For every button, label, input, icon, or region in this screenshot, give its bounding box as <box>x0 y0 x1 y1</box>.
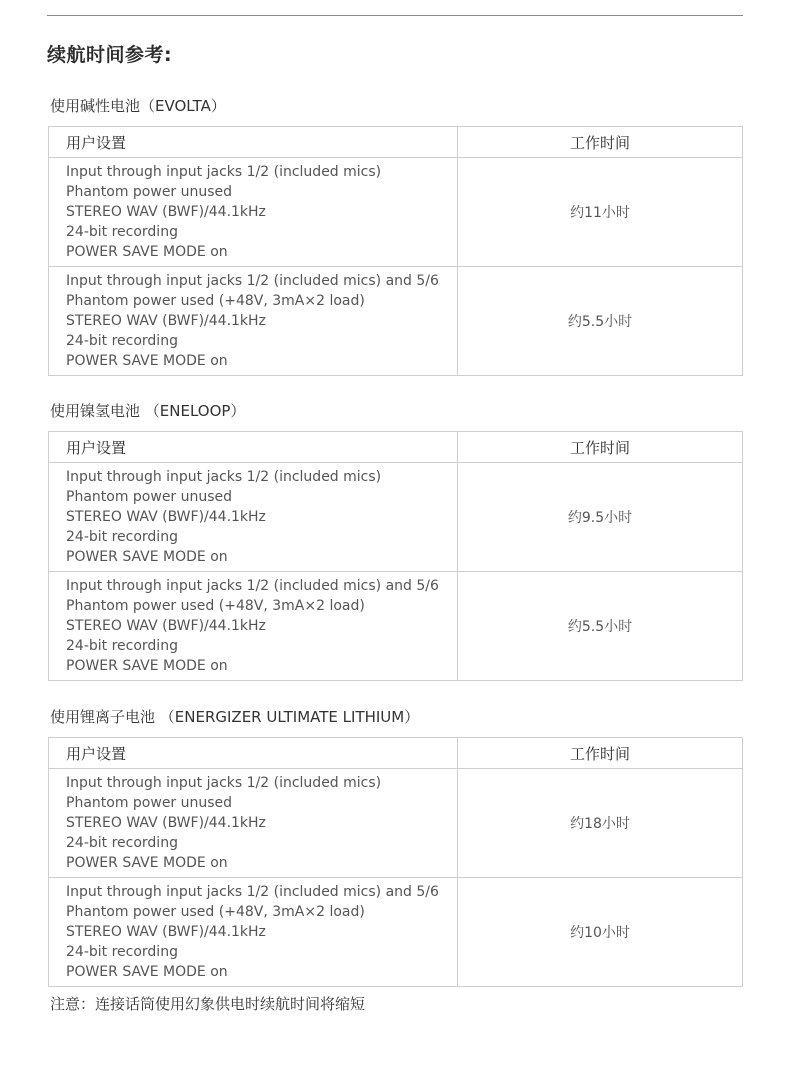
table-header-row <box>49 432 743 463</box>
setting-line: 24-bit recording <box>66 638 178 654</box>
battery-section-lithium <box>48 707 742 987</box>
setting-line: Phantom power used (+48V, 3mA×2 load) <box>66 293 365 309</box>
setting-line: 24-bit recording <box>66 224 178 240</box>
setting-line: Input through input jacks 1/2 (included mics) and 5/6 <box>66 273 439 289</box>
setting-line: POWER SAVE MODE on <box>66 658 228 674</box>
runtime-cell: 约5.5小时 <box>458 267 743 376</box>
setting-line: STEREO WAV (BWF)/44.1kHz <box>66 815 266 831</box>
setting-line: Input through input jacks 1/2 (included mics) and 5/6 <box>66 884 439 900</box>
setting-line: POWER SAVE MODE on <box>66 244 228 260</box>
column-header-setting: 用户设置 <box>49 127 458 158</box>
setting-cell <box>49 769 458 878</box>
setting-line: 24-bit recording <box>66 944 178 960</box>
page-title: 续航时间参考: <box>47 44 173 66</box>
table-row <box>49 572 743 681</box>
section-title: 使用碱性电池（EVOLTA） <box>50 97 226 115</box>
setting-cell <box>49 267 458 376</box>
setting-line: Input through input jacks 1/2 (included mics) and 5/6 <box>66 578 439 594</box>
setting-line: POWER SAVE MODE on <box>66 855 228 871</box>
table-row <box>49 158 743 267</box>
setting-line: STEREO WAV (BWF)/44.1kHz <box>66 924 266 940</box>
column-header-time: 工作时间 <box>458 432 743 463</box>
table-header-row <box>49 127 743 158</box>
table-row <box>49 463 743 572</box>
setting-cell <box>49 158 458 267</box>
setting-line: POWER SAVE MODE on <box>66 549 228 565</box>
setting-line: Phantom power unused <box>66 795 233 811</box>
top-divider <box>47 15 743 16</box>
runtime-table <box>48 431 743 681</box>
column-header-setting: 用户设置 <box>49 738 458 769</box>
setting-line: POWER SAVE MODE on <box>66 964 228 980</box>
setting-line: STEREO WAV (BWF)/44.1kHz <box>66 618 266 634</box>
setting-line: Phantom power used (+48V, 3mA×2 load) <box>66 598 365 614</box>
table-row <box>49 878 743 987</box>
setting-line: Phantom power used (+48V, 3mA×2 load) <box>66 904 365 920</box>
setting-line: Phantom power unused <box>66 184 233 200</box>
setting-line: STEREO WAV (BWF)/44.1kHz <box>66 509 266 525</box>
runtime-cell: 约11小时 <box>458 158 743 267</box>
table-row <box>49 267 743 376</box>
column-header-setting: 用户设置 <box>49 432 458 463</box>
runtime-cell: 约18小时 <box>458 769 743 878</box>
setting-cell <box>49 572 458 681</box>
setting-line: Input through input jacks 1/2 (included mics) <box>66 775 382 791</box>
setting-line: 24-bit recording <box>66 333 178 349</box>
runtime-cell: 约10小时 <box>458 878 743 987</box>
battery-section-nimh <box>48 401 742 681</box>
section-title: 使用锂离子电池 （ENERGIZER ULTIMATE LITHIUM） <box>50 708 420 726</box>
table-header-row <box>49 738 743 769</box>
setting-cell <box>49 463 458 572</box>
setting-line: STEREO WAV (BWF)/44.1kHz <box>66 204 266 220</box>
setting-line: Input through input jacks 1/2 (included mics) <box>66 469 382 485</box>
setting-line: Phantom power unused <box>66 489 233 505</box>
runtime-cell: 约5.5小时 <box>458 572 743 681</box>
table-row <box>49 769 743 878</box>
battery-section-alkaline <box>48 96 742 376</box>
runtime-table <box>48 737 743 987</box>
setting-line: Input through input jacks 1/2 (included mics) <box>66 164 382 180</box>
section-title: 使用镍氢电池 （ENELOOP） <box>50 402 246 420</box>
column-header-time: 工作时间 <box>458 127 743 158</box>
setting-line: 24-bit recording <box>66 529 178 545</box>
setting-line: STEREO WAV (BWF)/44.1kHz <box>66 313 266 329</box>
runtime-table <box>48 126 743 376</box>
setting-line: POWER SAVE MODE on <box>66 353 228 369</box>
footnote: 注意：连接话筒使用幻象供电时续航时间将缩短 <box>50 995 366 1013</box>
setting-cell <box>49 878 458 987</box>
column-header-time: 工作时间 <box>458 738 743 769</box>
runtime-cell: 约9.5小时 <box>458 463 743 572</box>
setting-line: 24-bit recording <box>66 835 178 851</box>
